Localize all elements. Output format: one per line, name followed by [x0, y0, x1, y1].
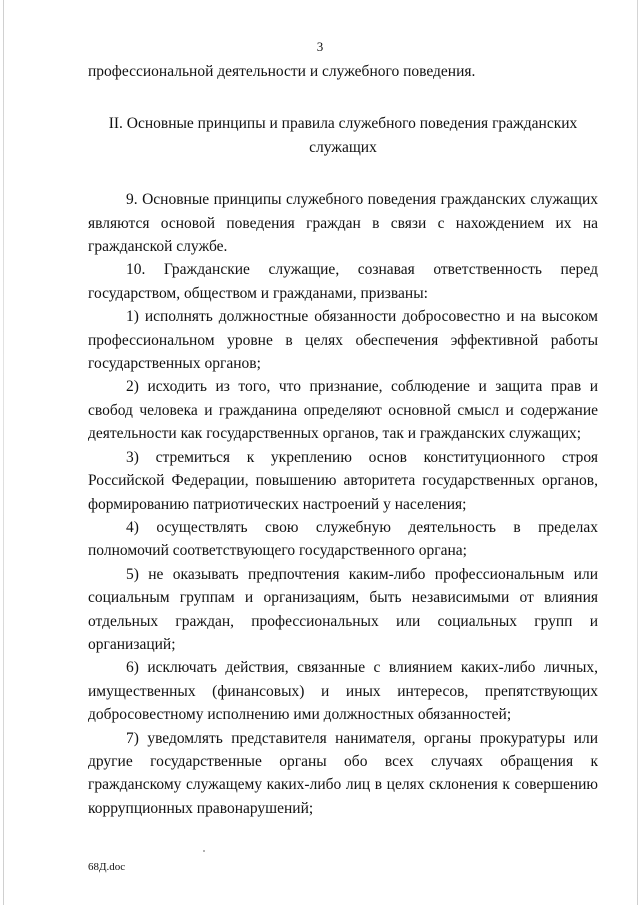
continuation-line: профессиональной деятельности и служебного поведения. — [88, 63, 476, 80]
list-item-6: 6) исключать действия, связанные с влиянием каких-либо личных, имущественных (финансовых) и иных интересов, препятствующих добросовестному исполнению ими должностных обязанностей; — [88, 659, 598, 724]
paragraph-9: 9. Основные принципы служебного поведения гражданских служащих являются основой поведения граждан в связи с нахождением их на гражданской службе. — [88, 191, 598, 256]
list-item-1: 1) исполнять должностные обязанности добросовестно и на высоком профессиональном уровне в целях обеспечения эффективной работы государственных органов; — [88, 308, 598, 373]
document-body — [88, 60, 598, 820]
scan-edge-left — [3, 0, 4, 905]
list-item-7: 7) уведомлять представителя нанимателя, органы прокуратуры или другие государственные органы обо всех случаях обращения к гражданскому служащему каких-либо лиц в целях склонения к совершению коррупционных правонарушений; — [88, 729, 598, 817]
file-name-footer: 68Д.doc — [88, 861, 126, 873]
scan-edge-right — [637, 0, 638, 905]
list-item-2: 2) исходить из того, что признание, соблюдение и защита прав и свобод человека и гражданина определяют основной смысл и содержание деятельности как государственных органов, так и гражданских служащих; — [88, 378, 598, 443]
page-number: 3 — [316, 39, 324, 54]
scan-speck — [203, 850, 205, 852]
list-item-4: 4) осуществлять свою служебную деятельность в пределах полномочий соответствующего государственного органа; — [88, 518, 598, 560]
paragraph-10: 10. Гражданские служащие, сознавая ответственность перед государством, обществом и гражданами, призваны: — [88, 261, 598, 302]
list-item-5: 5) не оказывать предпочтения каким-либо профессиональным или социальным группам и организациям, быть независимыми от влияния отдельных граждан, профессиональных или социальных групп и организаций; — [88, 565, 598, 653]
section-heading: II. Основные принципы и правила служебного поведения гражданских служащих — [108, 115, 578, 156]
list-item-3: 3) стремиться к укреплению основ конституционного строя Российской Федерации, повышению авторитета государственных органов, формированию патриотических настроений у населения; — [88, 448, 598, 513]
